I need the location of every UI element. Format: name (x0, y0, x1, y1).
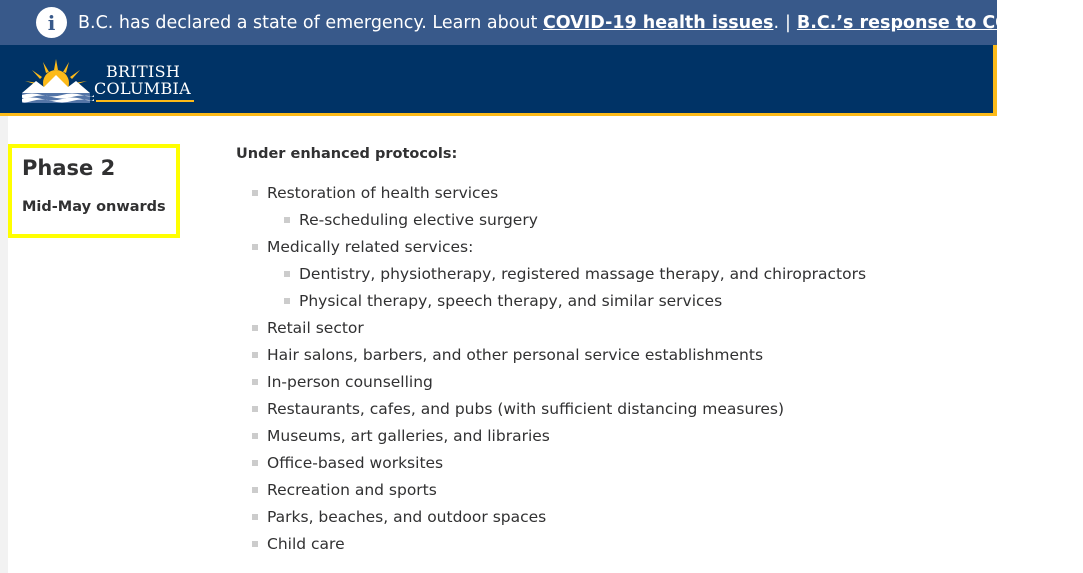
square-bullet-icon (252, 190, 258, 196)
list-item-label: Retail sector (267, 319, 364, 337)
square-bullet-icon (252, 487, 258, 493)
sub-list-item (236, 261, 976, 288)
list-item (236, 180, 976, 207)
list-item (236, 342, 976, 369)
list-item-label: Dentistry, physiotherapy, registered massage therapy, and chiropractors (299, 265, 867, 283)
section-heading: Under enhanced protocols: (236, 146, 458, 162)
square-bullet-icon (252, 325, 258, 331)
square-bullet-icon (252, 244, 258, 250)
square-bullet-icon (252, 514, 258, 520)
list-item-label: Restaurants, cafes, and pubs (with sufficient distancing measures) (267, 400, 785, 418)
bc-logo[interactable] (22, 57, 200, 105)
list-item (236, 531, 976, 558)
list-item-label: In-person counselling (267, 373, 433, 391)
list-item-label: Physical therapy, speech therapy, and similar services (299, 292, 723, 310)
square-bullet-icon (284, 217, 290, 223)
phase-content (236, 146, 976, 558)
bc-response-link[interactable]: B.C.’s response to COVID-19. (796, 12, 1083, 33)
square-bullet-icon (284, 298, 290, 304)
list-item-label: Child care (267, 535, 345, 553)
sub-list-item (236, 288, 976, 315)
info-icon: i (36, 7, 67, 38)
alert-message: B.C. has declared a state of emergency. Learn about (78, 12, 538, 33)
square-bullet-icon (252, 541, 258, 547)
list-item-label: Parks, beaches, and outdoor spaces (267, 508, 547, 526)
square-bullet-icon (252, 460, 258, 466)
logo-underline (96, 100, 194, 102)
alert-separator: | (785, 12, 791, 33)
covid-health-issues-link[interactable]: COVID-19 health issues (542, 12, 774, 33)
list-item-label: Hair salons, barbers, and other personal service establishments (267, 346, 764, 364)
list-item (236, 315, 976, 342)
logo-line-columbia: COLUMBIA (94, 79, 192, 98)
list-item (236, 423, 976, 450)
alert-period: . (773, 12, 780, 33)
list-item (236, 450, 976, 477)
square-bullet-icon (252, 379, 258, 385)
square-bullet-icon (252, 406, 258, 412)
list-item-label: Recreation and sports (267, 481, 437, 499)
list-item (236, 234, 976, 261)
left-gutter (0, 116, 8, 573)
square-bullet-icon (252, 433, 258, 439)
site-header (0, 45, 997, 116)
list-item-label: Medically related services: (267, 238, 474, 256)
list-item-label: Museums, art galleries, and libraries (267, 427, 550, 445)
phase-timeframe: Mid-May onwards (22, 199, 166, 215)
list-item (236, 396, 976, 423)
list-item (236, 504, 976, 531)
list-item (236, 477, 976, 504)
sub-list-item (236, 207, 976, 234)
phase-highlight-box (8, 144, 180, 238)
list-item-label: Office-based worksites (267, 454, 444, 472)
sun-mountain-logo-icon (22, 57, 94, 105)
square-bullet-icon (284, 271, 290, 277)
list-item-label: Re-scheduling elective surgery (299, 211, 538, 229)
emergency-alert-bar (0, 0, 1083, 45)
list-item (236, 369, 976, 396)
logo-wordmark (94, 63, 191, 97)
list-item-label: Restoration of health services (267, 184, 499, 202)
phase-title: Phase 2 (22, 156, 116, 180)
square-bullet-icon (252, 352, 258, 358)
logo-line-british: BRITISH (106, 62, 181, 81)
services-list (236, 180, 976, 558)
